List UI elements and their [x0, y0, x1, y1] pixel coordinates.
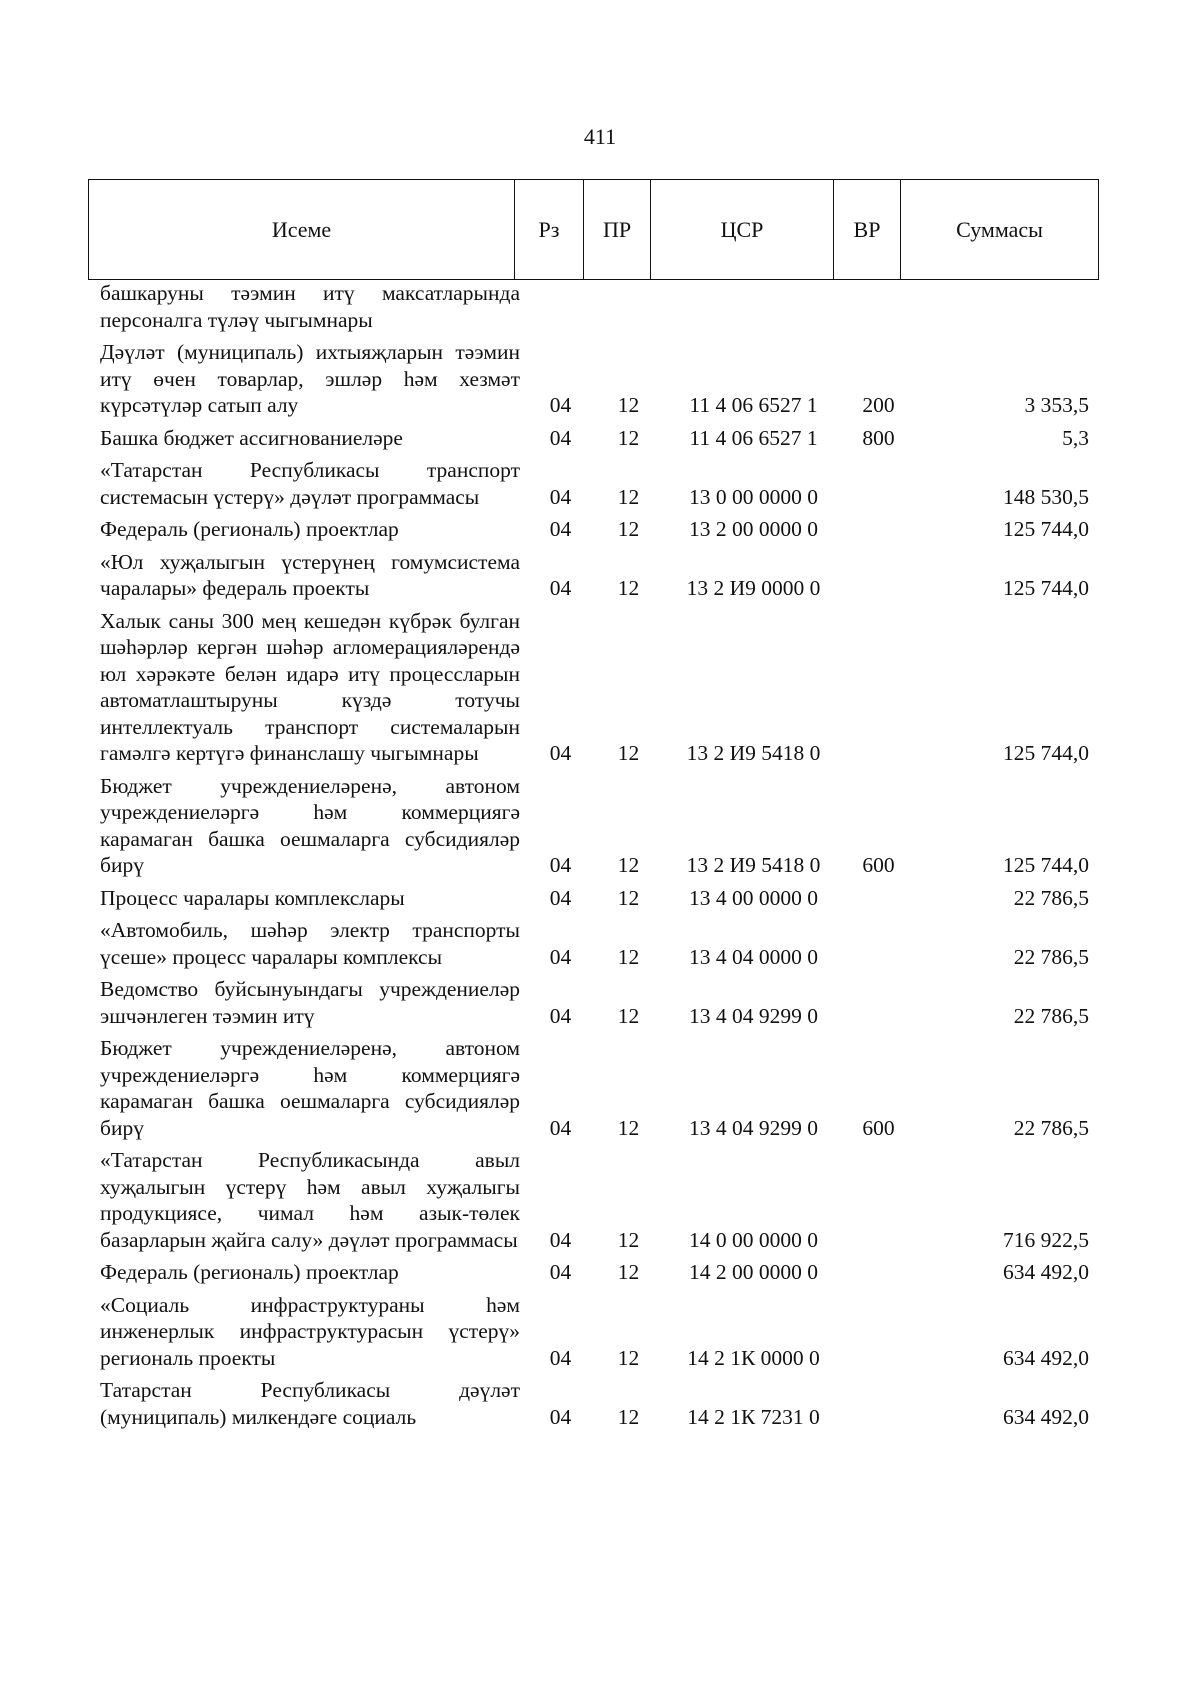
- row-rz: 04: [549, 484, 572, 509]
- row-pr: 12: [617, 484, 640, 509]
- row-rz: 04: [549, 1003, 572, 1028]
- row-csr: 14 0 00 0000 0: [689, 1227, 818, 1252]
- row-vr: 600: [862, 1115, 895, 1140]
- row-sum: 22 786,5: [1013, 1115, 1089, 1140]
- row-vr: 800: [862, 425, 895, 450]
- row-name: Федераль (региональ) проектлар: [100, 517, 399, 541]
- header-sum: Суммасы: [956, 216, 1043, 242]
- table-row: [88, 1259, 1099, 1286]
- row-sum: 5,3: [1062, 425, 1089, 450]
- row-csr: 13 2 И9 0000 0: [686, 576, 821, 600]
- row-name: башкаруны тәэмин итү максатларында персоналга түләү чыгымнары: [100, 281, 520, 332]
- row-sum: 125 744,0: [1003, 517, 1089, 541]
- row-rz: 04: [549, 1404, 572, 1429]
- header-vr: ВР: [834, 180, 901, 279]
- header-name: Исеме: [89, 180, 515, 279]
- row-name: «Юл хуҗалыгын үстерүнең гомумсистема чаралары» федераль проекты: [100, 549, 520, 600]
- row-csr: 13 2 И9 5418 0: [686, 741, 821, 765]
- table-row: [88, 1147, 1099, 1253]
- row-csr: 13 2 00 0000 0: [689, 517, 818, 541]
- row-sum: 634 492,0: [1003, 1404, 1089, 1429]
- row-rz: 04: [549, 576, 572, 600]
- row-vr: 600: [862, 853, 895, 877]
- row-csr: 13 0 00 0000 0: [689, 484, 818, 509]
- row-sum: 148 530,5: [1003, 484, 1089, 509]
- table-row: [88, 608, 1099, 767]
- row-sum: 125 744,0: [1003, 853, 1089, 877]
- row-pr: 12: [617, 517, 640, 541]
- row-rz: 04: [549, 1227, 572, 1252]
- row-sum: 125 744,0: [1003, 741, 1089, 765]
- row-sum: 634 492,0: [1003, 1345, 1089, 1370]
- page-number: 411: [583, 124, 617, 149]
- row-rz: 04: [549, 1115, 572, 1140]
- row-rz: 04: [549, 853, 572, 877]
- row-pr: 12: [617, 944, 640, 969]
- row-name: Процесс чаралары комплекслары: [100, 885, 405, 910]
- row-name: Башка бюджет ассигнованиеләре: [100, 425, 403, 450]
- row-rz: 04: [549, 944, 572, 969]
- row-name: Татарстан Республикасы дәүләт (муниципаль) милкендәге социаль: [100, 1378, 520, 1429]
- header-pr: ПР: [584, 180, 651, 279]
- row-pr: 12: [617, 1003, 640, 1028]
- table-row: [88, 976, 1099, 1029]
- row-sum: 22 786,5: [1013, 1003, 1089, 1028]
- row-name: Бюджет учреждениеләренә, автоном учреждениеләргә һәм коммерциягә карамаган башка оешмаларга субсидияләр бирү: [100, 773, 520, 877]
- row-name: «Татарстан Республикасы транспорт системасын үстерү» дәүләт программасы: [100, 458, 520, 509]
- row-sum: 634 492,0: [1003, 1260, 1089, 1284]
- row-pr: 12: [617, 885, 640, 910]
- row-pr: 12: [617, 853, 640, 877]
- table-row: [88, 280, 1099, 333]
- row-vr: 200: [862, 393, 895, 417]
- row-csr: 13 4 04 9299 0: [689, 1003, 818, 1028]
- table-row: [88, 1292, 1099, 1372]
- row-name: Федераль (региональ) проектлар: [100, 1260, 399, 1284]
- table-row: [88, 773, 1099, 879]
- row-csr: 13 4 00 0000 0: [689, 885, 818, 910]
- row-sum: 716 922,5: [1003, 1227, 1089, 1252]
- row-pr: 12: [617, 1260, 640, 1284]
- row-csr: 11 4 06 6527 1: [689, 425, 818, 450]
- row-sum: 22 786,5: [1013, 944, 1089, 969]
- row-pr: 12: [617, 741, 640, 765]
- row-name: «Татарстан Республикасында авыл хуҗалыгын үстерү һәм авыл хуҗалыгы продукциясе, чимал һәм азык-төлек базарларын җайга салу» дәүләт программасы: [100, 1148, 520, 1252]
- row-pr: 12: [617, 1345, 640, 1370]
- row-csr: 14 2 1К 0000 0: [687, 1345, 820, 1370]
- row-name: Ведомство буйсынуындагы учреждениеләр эшчәнлеген тәэмин итү: [100, 977, 520, 1028]
- table-row: [88, 1035, 1099, 1141]
- header-csr: ЦСР: [651, 180, 834, 279]
- row-pr: 12: [617, 576, 640, 600]
- row-pr: 12: [617, 425, 640, 450]
- row-csr: 13 2 И9 5418 0: [686, 853, 821, 877]
- row-rz: 04: [549, 1260, 572, 1284]
- row-sum: 3 353,5: [1024, 393, 1089, 417]
- row-rz: 04: [549, 393, 572, 417]
- row-csr: 13 4 04 9299 0: [689, 1115, 818, 1140]
- row-name: «Автомобиль, шәһәр электр транспорты үсеше» процесс чаралары комплексы: [100, 918, 520, 969]
- table-row: [88, 1377, 1099, 1430]
- table-row: [88, 339, 1099, 419]
- row-rz: 04: [549, 741, 572, 765]
- row-csr: 14 2 1К 7231 0: [687, 1404, 820, 1429]
- row-csr: 11 4 06 6527 1: [689, 393, 818, 417]
- row-pr: 12: [617, 1115, 640, 1140]
- header-rz: Рз: [515, 180, 584, 279]
- row-pr: 12: [617, 1227, 640, 1252]
- table-row: [88, 425, 1099, 452]
- table-body: [88, 280, 1099, 1436]
- row-sum: 22 786,5: [1013, 885, 1089, 910]
- row-name: Дәүләт (муниципаль) ихтыяҗларын тәэмин итү өчен товарлар, эшләр һәм хезмәт күрсәтүләр сатып алу: [100, 340, 520, 417]
- row-pr: 12: [617, 1404, 640, 1429]
- table-row: [88, 549, 1099, 602]
- table-header: [88, 179, 1099, 280]
- row-sum: 125 744,0: [1003, 576, 1089, 600]
- row-rz: 04: [549, 1345, 572, 1370]
- row-name: Халык саны 300 мең кешедән күбрәк булган шәһәрләр кергән шәһәр агломерацияләрендә юл хәрәкәте белән идарә итү процессларын автоматлаштыруны күздә тотучы интеллектуаль транспорт системаларын гамәлгә кертүгә финанслашу чыгымнары: [100, 608, 520, 765]
- row-rz: 04: [549, 885, 572, 910]
- row-rz: 04: [549, 425, 572, 450]
- row-rz: 04: [549, 517, 572, 541]
- row-csr: 14 2 00 0000 0: [689, 1260, 818, 1284]
- row-csr: 13 4 04 0000 0: [689, 944, 818, 969]
- table-row: [88, 516, 1099, 543]
- row-name: Бюджет учреждениеләренә, автоном учреждениеләргә һәм коммерциягә карамаган башка оешмаларга субсидияләр бирү: [100, 1036, 520, 1140]
- table-row: [88, 917, 1099, 970]
- table-row: [88, 457, 1099, 510]
- table-row: [88, 885, 1099, 912]
- row-pr: 12: [617, 393, 640, 417]
- row-name: «Социаль инфраструктураны һәм инженерлык инфраструктурасын үстерү» региональ проекты: [100, 1292, 520, 1370]
